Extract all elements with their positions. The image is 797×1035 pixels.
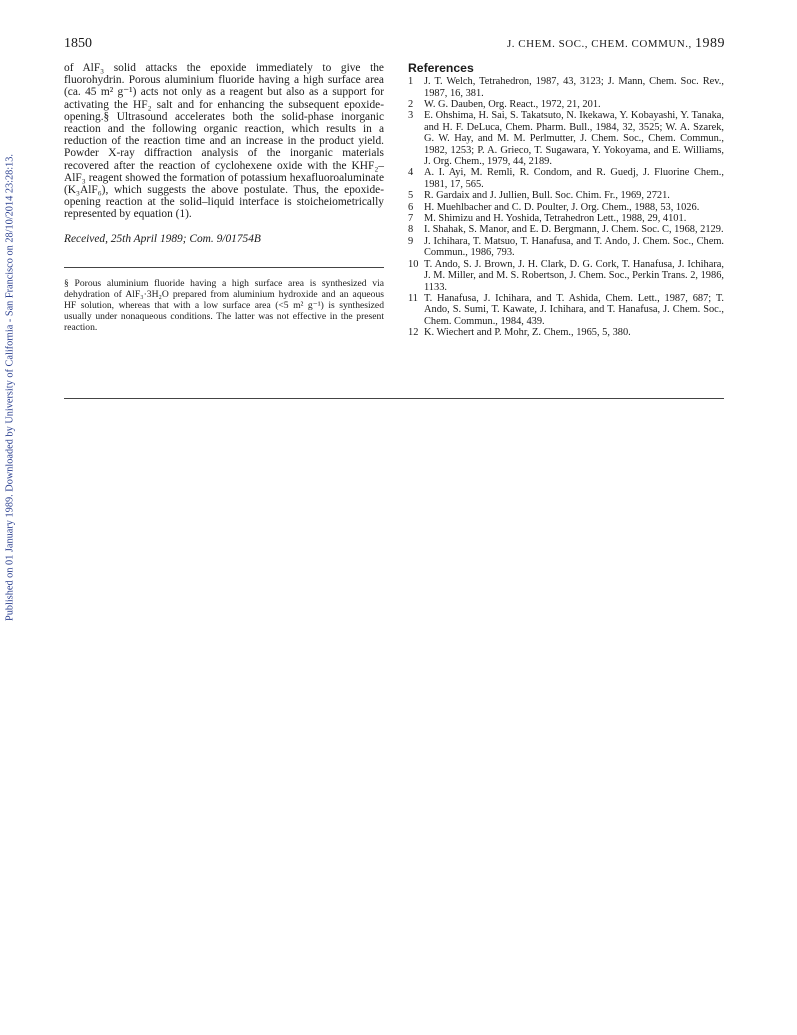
- reference-item: [408, 327, 724, 338]
- reference-number: 12: [408, 327, 419, 339]
- reference-text: J. T. Welch, Tetrahedron, 1987, 43, 3123; J. Mann, Chem. Soc. Rev., 1987, 16, 381.: [424, 76, 724, 99]
- reference-item: [408, 202, 724, 213]
- footnote: § Porous aluminium fluoride having a high surface area is synthesized via dehydration of AlF₃·3H₂O prepared from aluminium hydroxide and an aqueous HF solution, whereas that with a low surface area (<5 m² g⁻¹) is synthesized usually under nonaqueous conditions. The latter was not effective in the present reaction.: [64, 277, 384, 333]
- journal-year: 1989: [695, 36, 725, 51]
- reference-item: [408, 224, 724, 235]
- references-column: [408, 62, 724, 339]
- reference-item: [408, 167, 724, 190]
- reference-item: [408, 110, 724, 167]
- reference-text: M. Shimizu and H. Yoshida, Tetrahedron Lett., 1988, 29, 4101.: [424, 213, 687, 225]
- footnote-divider: [64, 267, 384, 268]
- reference-number: 1: [408, 76, 414, 88]
- reference-text: E. Ohshima, H. Sai, S. Takatsuto, N. Ikekawa, Y. Kobayashi, Y. Tanaka, and H. F. DeLuca, Chem. Pharm. Bull., 1984, 32, 3525; W. A. Szarek, G. W. Hay, and M. M. Perlmutter, J. Chem. Soc., Chem. Commun., 1982, 1253; P. A. Grieco, T. Sugawara, Y. Yokoyama, and E. Williams, J. Org. Chem., 1979, 44, 2189.: [424, 110, 724, 168]
- reference-text: I. Shahak, S. Manor, and E. D. Bergmann, J. Chem. Soc. C, 1968, 2129.: [424, 224, 724, 236]
- references-heading: References: [408, 61, 474, 75]
- reference-text: R. Gardaix and J. Jullien, Bull. Soc. Chim. Fr., 1969, 2721.: [424, 190, 670, 202]
- reference-text: J. Ichihara, T. Matsuo, T. Hanafusa, and T. Ando, J. Chem. Soc., Chem. Commun., 1986, 793.: [424, 235, 724, 259]
- reference-item: [408, 99, 724, 110]
- bottom-divider: [64, 398, 724, 399]
- reference-number: 8: [408, 224, 414, 236]
- reference-number: 2: [408, 99, 414, 111]
- references-list: [408, 76, 724, 338]
- reference-item: [408, 293, 724, 327]
- reference-item: [408, 213, 724, 224]
- reference-text: W. G. Dauben, Org. React., 1972, 21, 201.: [424, 99, 601, 111]
- page-number: 1850: [64, 36, 92, 51]
- reference-item: [408, 190, 724, 201]
- body-paragraph: of AlF₃ solid attacks the epoxide immediately to give the fluorohydrin. Porous aluminium fluoride having a high surface area (ca. 45 m² g⁻¹) acts not only as a reagent but also as a support for activating the HF₂ salt and for enhancing the subsequent epoxide-opening.§ Ultrasound accelerates both the solid-phase inorganic reaction and the following organic reaction, which results in a reduction of the reaction time and an increase in the product yield. Powder X-ray diffraction analysis of the inorganic materials recovered after the reaction of cyclohexene oxide with the KHF₂–AlF₃ reagent showed the formation of potassium hexafluoroaluminate (K₃AlF₆), which suggests the above postulate. Thus, the epoxide-opening reaction at the solid–liquid interface is stoicheiometrically represented by equation (1).: [64, 62, 384, 221]
- reference-text: K. Wiechert and P. Mohr, Z. Chem., 1965, 5, 380.: [424, 327, 631, 339]
- reference-number: 6: [408, 201, 414, 213]
- received-line: Received, 25th April 1989; Com. 9/01754B: [64, 232, 261, 245]
- left-column: [64, 62, 384, 333]
- reference-item: [408, 259, 724, 293]
- reference-number: 7: [408, 213, 414, 225]
- journal-name: J. CHEM. SOC., CHEM. COMMUN.,: [507, 38, 692, 50]
- running-header: [507, 36, 725, 52]
- reference-number: 11: [408, 292, 419, 304]
- reference-text: H. Muehlbacher and C. D. Poulter, J. Org. Chem., 1988, 53, 1026.: [424, 201, 700, 213]
- reference-number: 9: [408, 235, 414, 247]
- reference-text: T. Hanafusa, J. Ichihara, and T. Ashida, Chem. Lett., 1987, 687; T. Ando, S. Sumi, T. Kawate, J. Ichihara, and T. Hanafusa, J. Chem. Soc., Chem. Commun., 1984, 439.: [424, 292, 724, 327]
- reference-text: A. I. Ayi, M. Remli, R. Condom, and R. Guedj, J. Fluorine Chem., 1981, 17, 565.: [424, 167, 724, 190]
- reference-number: 10: [408, 258, 419, 270]
- reference-number: 4: [408, 167, 414, 179]
- reference-item: [408, 236, 724, 259]
- reference-number: 3: [408, 110, 414, 122]
- reference-number: 5: [408, 190, 414, 202]
- reference-text: T. Ando, S. J. Brown, J. H. Clark, D. G. Cork, T. Hanafusa, J. Ichihara, J. M. Miller, and M. S. Robertson, J. Chem. Soc., Perkin Trans. 2, 1986, 1133.: [424, 258, 724, 293]
- side-watermark: Published on 01 January 1989. Downloaded by University of California - San Francisco on 28/10/2014 23:28:13.: [4, 153, 16, 622]
- reference-item: [408, 76, 724, 99]
